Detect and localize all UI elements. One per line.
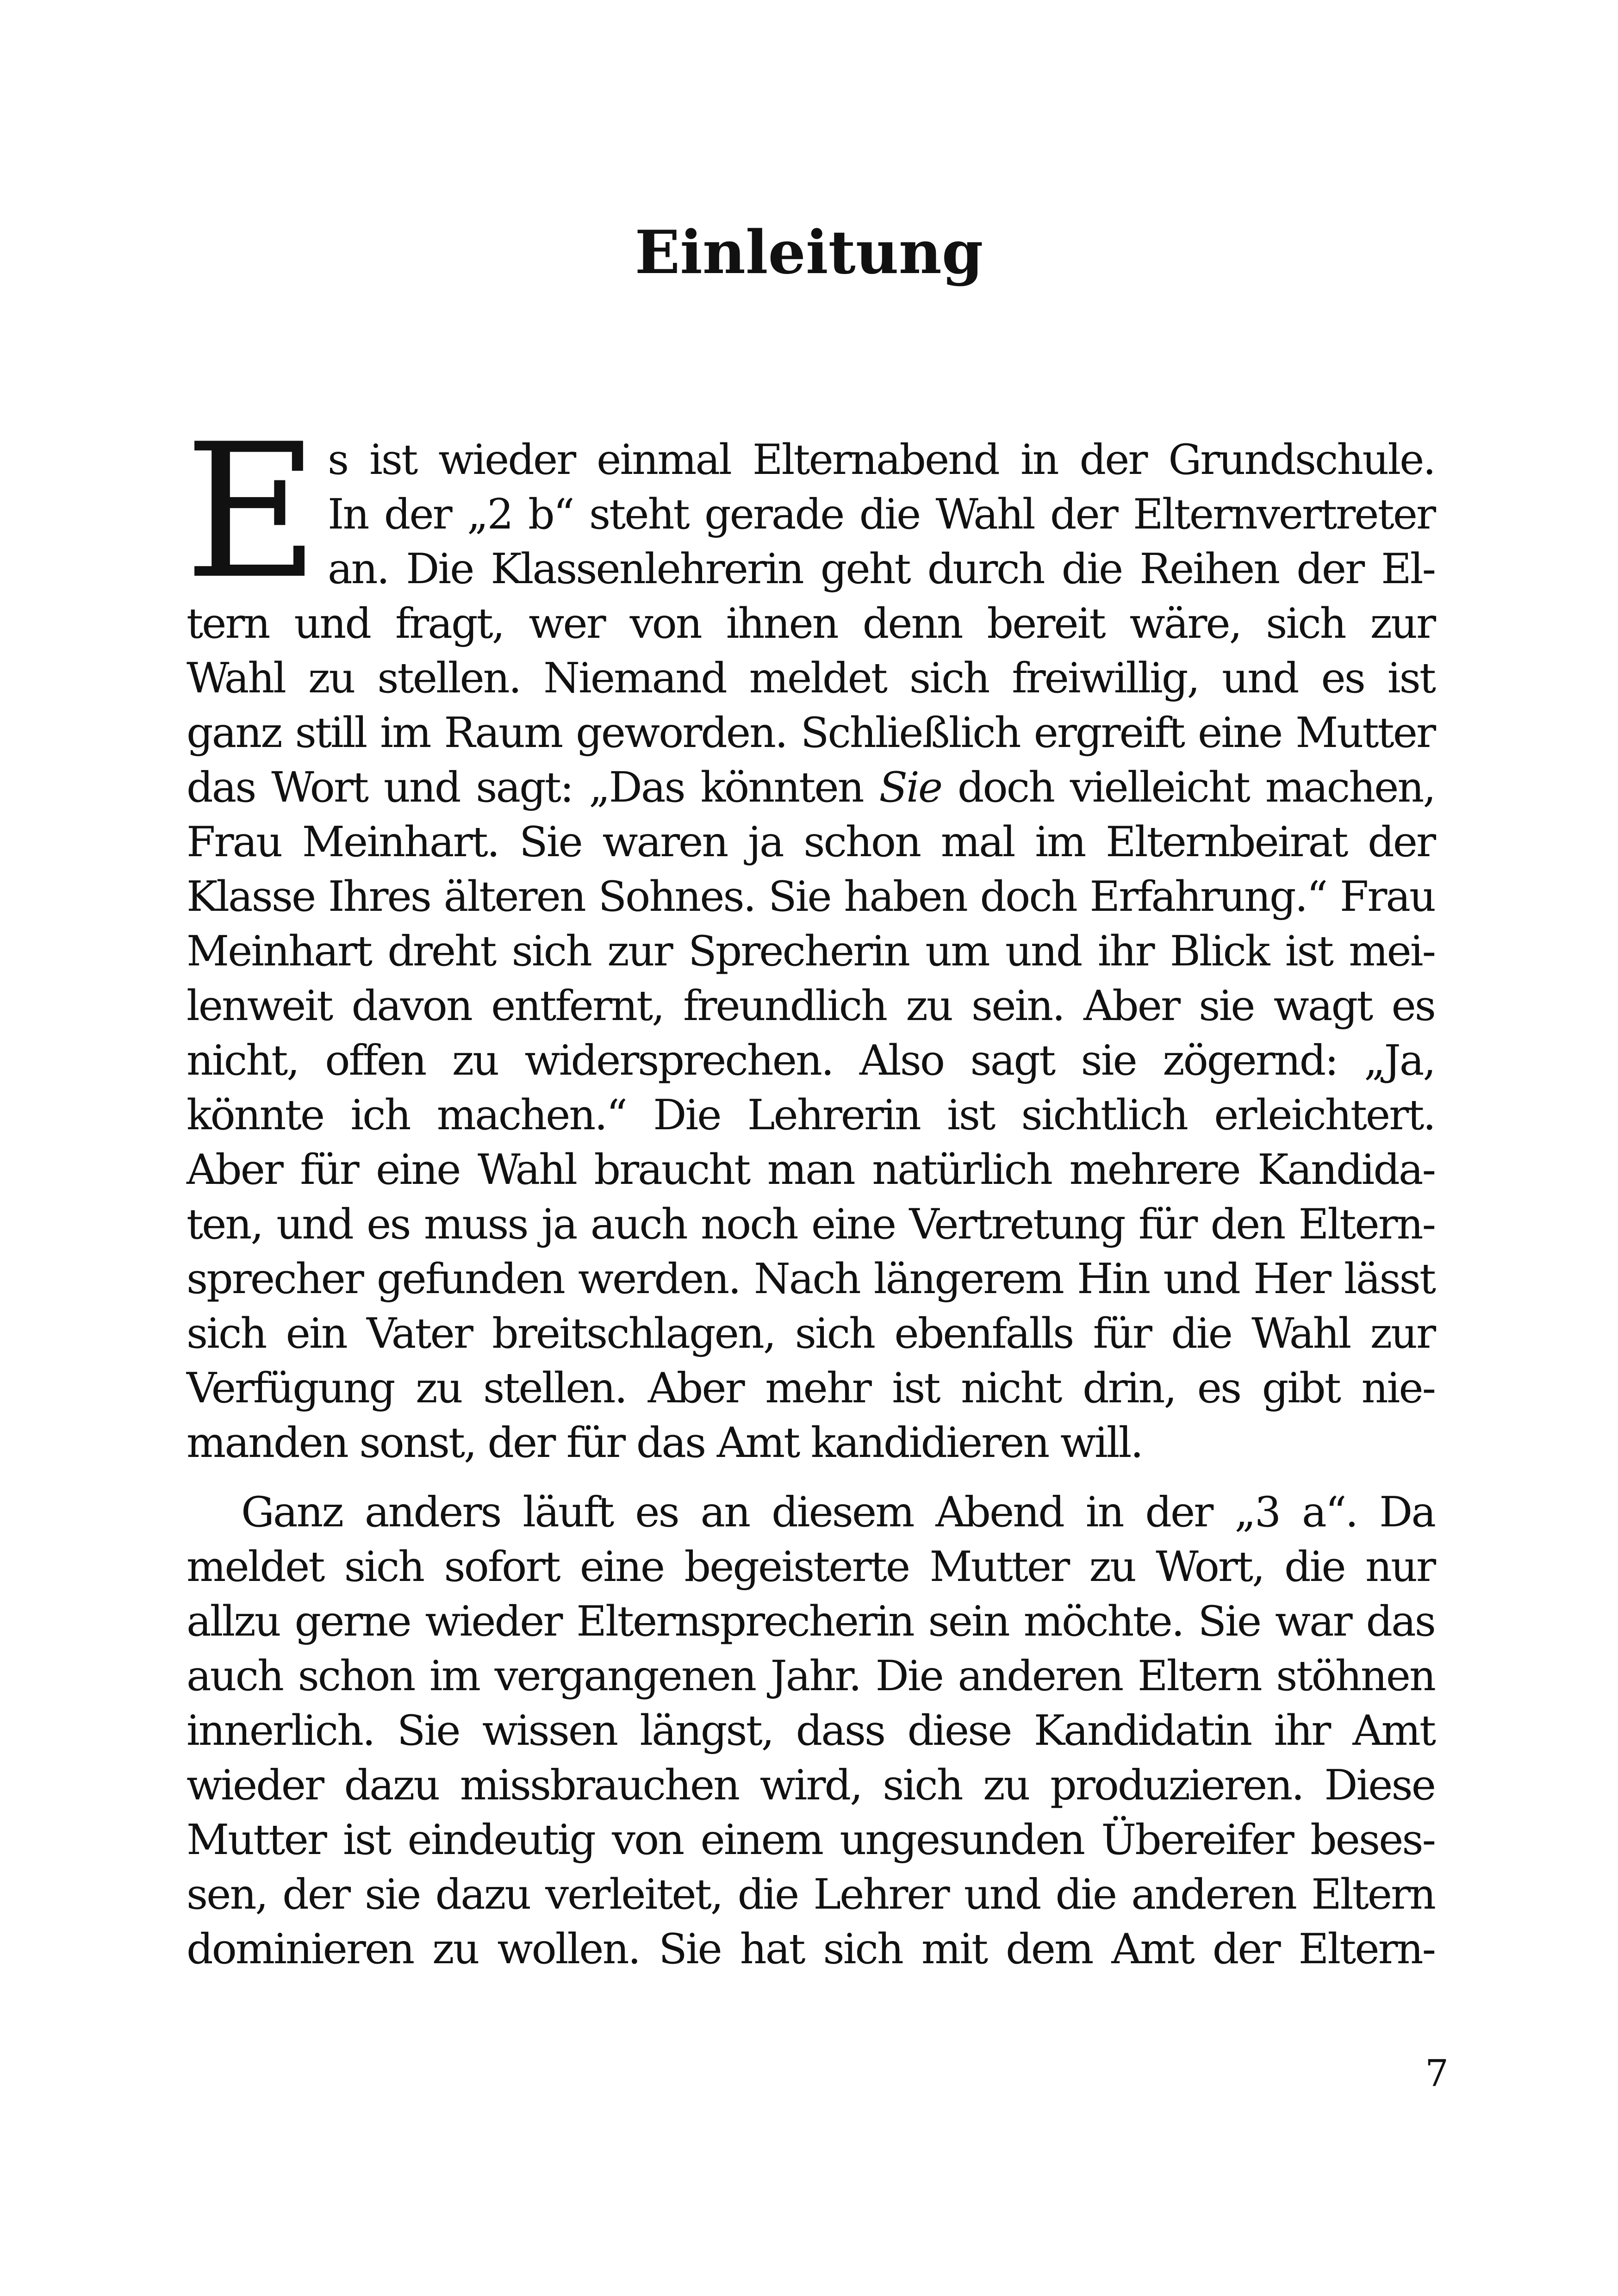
text-line-emphasis [187,760,1435,815]
text-line: Frau Meinhart. Sie waren ja schon mal im Elternbeirat der [187,818,1435,866]
text-line: manden sonst, der für das Amt kandidieren will. [187,1419,1142,1467]
chapter-title: Einleitung [635,218,983,287]
text-line: allzu gerne wieder Elternsprecherin sein möchte. Sie war das [187,1597,1435,1646]
text-line: ten, und es muss ja auch noch eine Vertretung für den Eltern- [187,1200,1435,1249]
text-line: sen, der sie dazu verleitet, die Lehrer und die anderen Eltern [187,1870,1435,1919]
text-line: an. Die Klassenlehrerin geht durch die Reihen der El- [328,545,1435,593]
text-line: tern und fragt, wer von ihnen denn bereit wäre, sich zur [187,599,1435,648]
text-line: lenweit davon entfernt, freundlich zu sein. Aber sie wagt es [187,982,1435,1030]
text-line: Ganz anders läuft es an diesem Abend in der „3 a“. Da [241,1488,1435,1537]
text-line: innerlich. Sie wissen längst, dass diese Kandidatin ihr Amt [187,1706,1435,1755]
drop-cap: E [184,404,318,620]
emphasis-after: doch vielleicht machen, [941,763,1435,812]
text-line: sich ein Vater breitschlagen, sich ebenfalls für die Wahl zur [187,1309,1435,1358]
text-line: s ist wieder einmal Elternabend in der Grundschule. [328,436,1435,484]
text-line: nicht, offen zu widersprechen. Also sagt sie zögernd: „Ja, [187,1036,1435,1085]
paragraph-gap [187,1470,1435,1485]
emphasis-before: das Wort und sagt: „Das könnten [187,763,879,812]
text-line: Wahl zu stellen. Niemand meldet sich freiwillig, und es ist [187,654,1435,703]
text-line: wieder dazu missbrauchen wird, sich zu produzieren. Diese [187,1761,1435,1810]
text-line: In der „2 b“ steht gerade die Wahl der Elternvertreter [328,490,1435,539]
page-number: 7 [1425,2052,1449,2095]
emphasis-word: Sie [879,763,942,812]
text-line: auch schon im vergangenen Jahr. Die anderen Eltern stöhnen [187,1652,1435,1700]
text-line: Klasse Ihres älteren Sohnes. Sie haben doch Erfahrung.“ Frau [187,872,1435,921]
text-line: Mutter ist eindeutig von einem ungesunden Übereifer beses- [187,1816,1435,1864]
text-line: Verfügung zu stellen. Aber mehr ist nicht drin, es gibt nie- [187,1364,1435,1412]
text-line: dominieren zu wollen. Sie hat sich mit dem Amt der Eltern- [187,1925,1435,1973]
text-line: Aber für eine Wahl braucht man natürlich mehrere Kandida- [187,1145,1435,1194]
text-line: sprecher gefunden werden. Nach längerem Hin und Her lässt [187,1255,1435,1303]
text-line: könnte ich machen.“ Die Lehrerin ist sichtlich erleichtert. [187,1091,1435,1139]
text-line: ganz still im Raum geworden. Schließlich ergreift eine Mutter [187,709,1435,757]
text-line: meldet sich sofort eine begeisterte Mutter zu Wort, die nur [187,1543,1435,1591]
body-text [184,404,1435,1977]
text-line: Meinhart dreht sich zur Sprecherin um und ihr Blick ist mei- [187,927,1435,976]
